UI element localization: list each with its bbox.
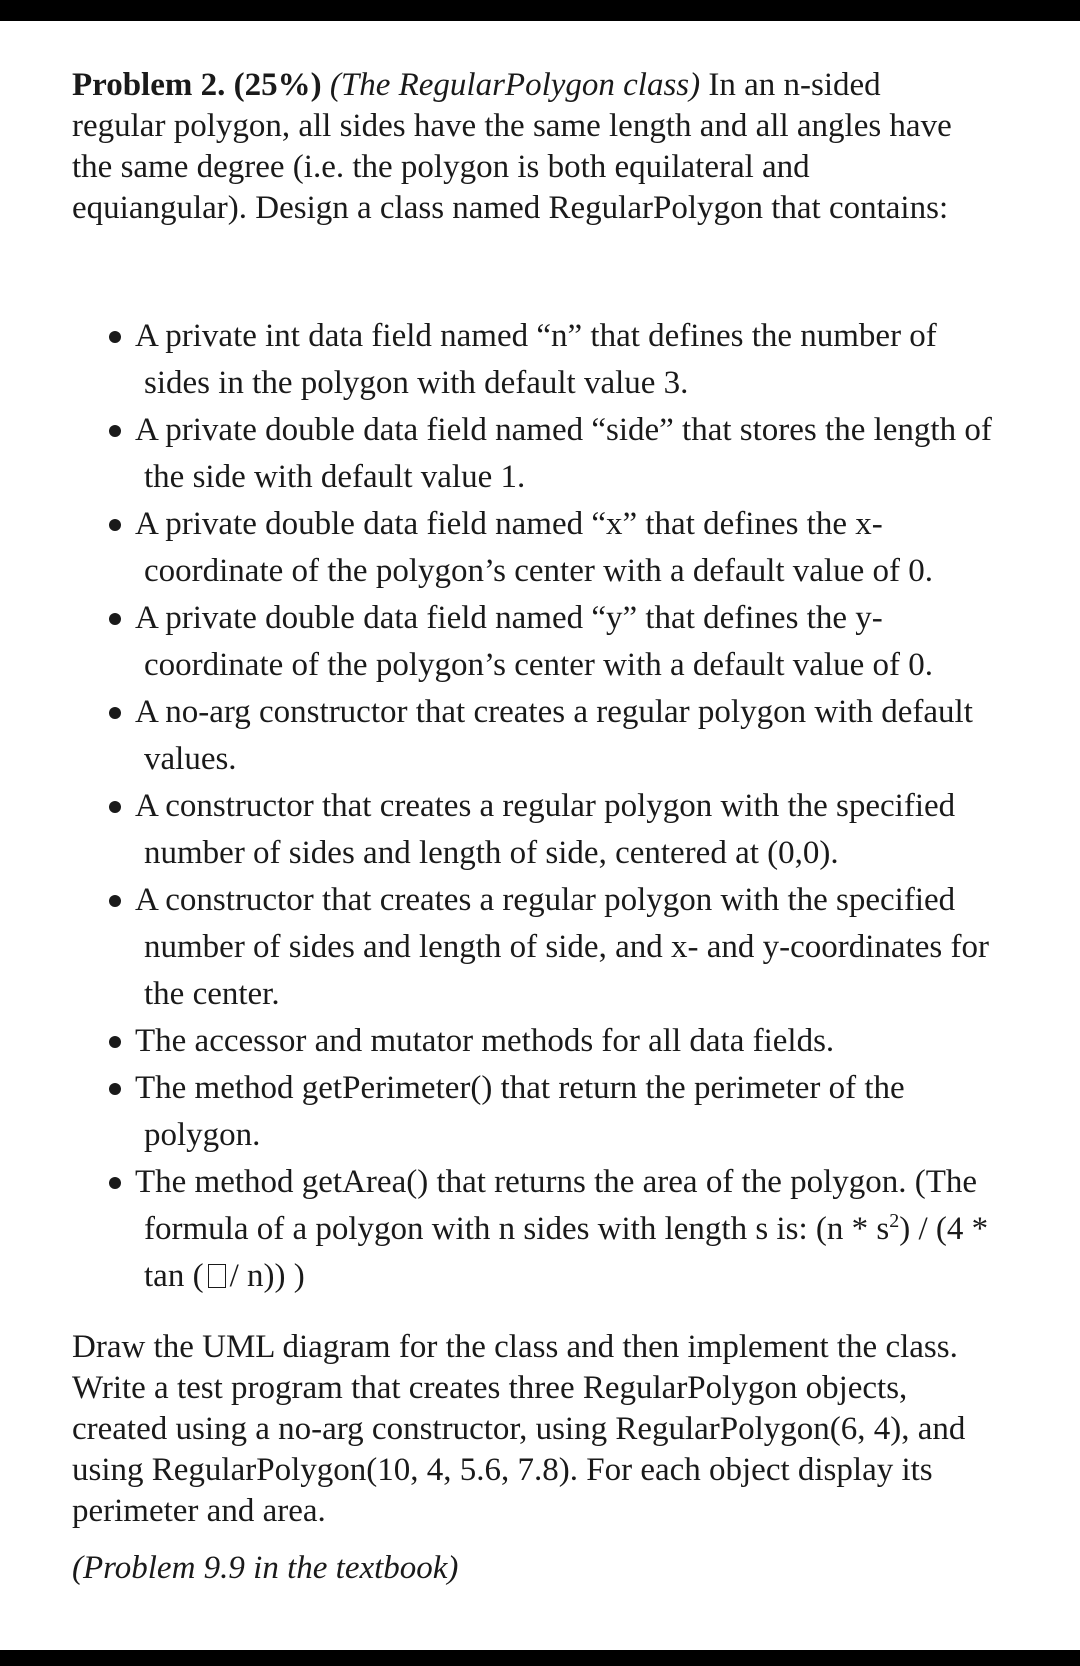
bullet-icon — [109, 1083, 121, 1095]
list-item — [0, 501, 1004, 595]
problem-heading: Problem 2. (25%) — [72, 67, 322, 103]
problem-subtitle: (The RegularPolygon class) — [329, 67, 701, 103]
list-item — [0, 1018, 1004, 1065]
bottom-black-bar — [0, 1650, 1080, 1666]
top-black-bar — [0, 0, 1080, 21]
bullet-icon — [109, 425, 121, 437]
list-item-text: A private double data field named “side” that stores the length of the side with default value 1. — [135, 412, 992, 495]
bullet-icon — [109, 1036, 121, 1048]
list-item-text: The accessor and mutator methods for all data fields. — [135, 1023, 835, 1059]
bullet-icon — [109, 331, 121, 343]
list-item-text: A private int data field named “n” that defines the number of sides in the polygon with default value 3. — [135, 318, 937, 401]
list-item-text: The method getPerimeter() that return the perimeter of the polygon. — [135, 1070, 905, 1153]
requirements-list — [0, 313, 1080, 1300]
list-item — [0, 783, 1004, 877]
bullet-icon — [109, 1177, 121, 1189]
list-item-text: A no-arg constructor that creates a regular polygon with default values. — [135, 694, 973, 777]
missing-glyph-icon — [208, 1264, 226, 1288]
bullet-icon — [109, 895, 121, 907]
list-item — [0, 313, 1004, 407]
textbook-reference: (Problem 9.9 in the textbook) — [72, 1550, 459, 1586]
list-item-text: A constructor that creates a regular polygon with the specified number of sides and length of side, centered at (0,0). — [135, 788, 956, 871]
document-page — [0, 21, 1080, 1650]
problem-intro-text: In an n-sided regular polygon, all sides have the same length and all angles have the same degree (i.e. the polygon is both equilateral and equiangular). Design a class named RegularPolygon that contains: — [72, 67, 952, 226]
area-text-before: The method getArea() that returns the area of the polygon. (The formula of a polygon with n sides with length s is: (n * s — [135, 1164, 978, 1247]
area-text-middle: ) / (4 * tan ( — [144, 1211, 989, 1294]
bullet-icon — [109, 707, 121, 719]
bullet-icon — [109, 613, 121, 625]
list-item-text: A private double data field named “y” that defines the y-coordinate of the polygon’s center with a default value of 0. — [135, 600, 933, 683]
list-item — [0, 877, 1004, 1018]
list-item — [0, 595, 1004, 689]
list-item — [0, 689, 1004, 783]
list-item-text: A private double data field named “x” that defines the x-coordinate of the polygon’s center with a default value of 0. — [135, 506, 933, 589]
list-item — [0, 407, 1004, 501]
bullet-icon — [109, 801, 121, 813]
list-item-text — [135, 1159, 1004, 1300]
area-text-after: / n)) ) — [229, 1258, 305, 1294]
list-item-area-formula — [0, 1159, 1004, 1300]
bullet-icon — [109, 519, 121, 531]
list-item-text: A constructor that creates a regular polygon with the specified number of sides and length of side, and x- and y-coordinates for the center. — [135, 882, 989, 1012]
list-item — [0, 1065, 1004, 1159]
area-superscript: 2 — [889, 1210, 900, 1232]
closing-paragraph: Draw the UML diagram for the class and then implement the class. Write a test program that creates three RegularPolygon objects, created using a no-arg constructor, using RegularPolygon(6, 4), and using RegularPolygon(10, 4, 5.6, 7.8). For each object display its perimeter and area. — [72, 1329, 966, 1529]
problem-intro — [72, 65, 972, 229]
